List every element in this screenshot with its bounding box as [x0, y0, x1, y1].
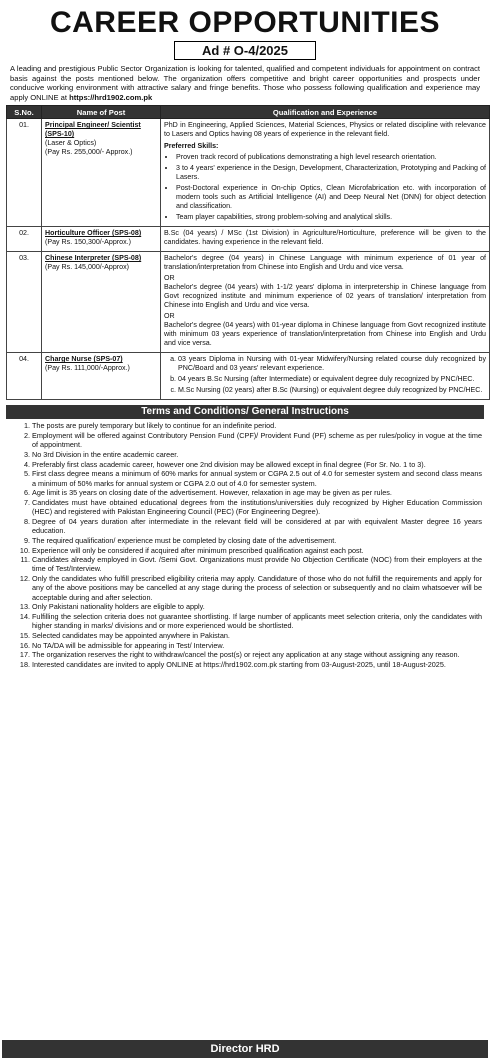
row-post-cell	[42, 119, 161, 227]
list-item: 2. Employment will be offered against Contributory Pension Fund (CPF)/ Provident Fund (PF) scheme as per rules/policy in vogue at the time of appointment.	[32, 431, 482, 449]
table-row	[7, 227, 490, 252]
row-post-cell	[42, 252, 161, 353]
list-item: c. M.Sc Nursing (02 years) after B.Sc (Nursing) or equivalent degree duly recognized by PNC/HEC.	[178, 386, 486, 395]
list-item: 7. Candidates must have obtained educational degrees from the institutions/universities duly recognized by Higher Education Commission (HEC) and registered with Pakistan Engineering Council (PEC) (For Engineering Degree).	[32, 498, 482, 516]
post-title: Horticulture Officer (SPS-08)	[45, 229, 142, 238]
intro-paragraph	[10, 64, 480, 102]
list-item: 12. Only the candidates who fulfill prescribed eligibility criteria may apply. Candidature of those who do not fulfill the requirements and apply for any of the above positions may be cancelled at any stage during the process of selection or subsequently and no claim whatsoever will be acceptable during and after selection.	[32, 574, 482, 602]
qualification-option: Bachelor's degree (04 years) with 1-1/2 years' diploma in interpretership in Chinese language from Govt recognized institute and minimum experience of 02 years of translation/ interpretation from Chinese into English and Urdu and vice versa.	[164, 283, 486, 310]
list-item: 4. Preferably first class academic career, however one 2nd division may be allowed except in final degree (For Sr. No. 1 to 3).	[32, 460, 482, 469]
table-header-row	[7, 106, 490, 119]
post-pay: (Pay Rs. 255,000/- Approx.)	[45, 148, 133, 157]
or-separator: OR	[164, 274, 175, 283]
list-item: 9. The required qualification/ experience must be completed by closing date of the advertisement.	[32, 536, 482, 545]
list-item: • Proven track record of publications demonstrating a high level research orientation.	[176, 153, 486, 162]
list-item: • Team player capabilities, strong problem-solving and analytical skills.	[176, 213, 486, 222]
row-qualification-cell	[161, 119, 490, 227]
nursing-options-list	[164, 355, 486, 395]
list-item: 1. The posts are purely temporary but likely to continue for an indefinite period.	[32, 421, 482, 430]
row-sno: 04.	[7, 353, 42, 400]
page-title: CAREER OPPORTUNITIES	[49, 6, 441, 39]
list-item: 14. Fulfilling the selection criteria does not guarantee shortlisting. If large number of applicants meet selection criteria, only the candidates with higher standing in marks/ divisions and or more experienced would be shortlisted.	[32, 612, 482, 630]
qualification-option: Bachelor's degree (04 years) with 01-year diploma in Chinese language from Govt recognized institute with minimum 03 years experience of translation/interpretation from Chinese into English and Urdu and vice versa.	[164, 321, 486, 348]
post-pay: (Pay Rs. 145,000/-Approx)	[45, 263, 129, 272]
row-sno: 03.	[7, 252, 42, 353]
list-item: 6. Age limit is 35 years on closing date of the advertisement. However, relaxation in age may be given as per rules.	[32, 488, 482, 497]
post-pay: (Pay Rs. 111,000/-Approx.)	[45, 364, 130, 373]
post-title: Chinese Interpreter (SPS-08)	[45, 254, 142, 263]
header-post-name: Name of Post	[42, 106, 161, 119]
post-detail: (Laser & Optics)	[45, 139, 97, 148]
list-item: • Post-Doctoral experience in On-chip Optics, Clean Microfabrication etc. with incorporation of modern tools such as Artificial Intelligence (AI) and Deep Neural Net (DNN) for object detection and classification.	[176, 184, 486, 211]
row-post-cell	[42, 227, 161, 252]
intro-text: A leading and prestigious Public Sector Organization is looking for talented, qualified and competent individuals for appointment on contract basis against the posts mentioned below. The organization offers competitive and bright career opportunities and prospects under conducive working environment with attractive salary and fringe benefits. Those who possess following qualification and experience may apply ONLINE at	[10, 64, 480, 102]
row-post-cell	[42, 353, 161, 400]
list-item: 5. First class degree means a minimum of 60% marks for annual system or CGPA 2.5 out of 4.0 for semester system and second class means a minimum of 50% marks for annual system or CGPA 2.0 out of 4.0 for semester system.	[32, 469, 482, 487]
row-qualification-cell	[161, 353, 490, 400]
skills-list	[164, 153, 486, 222]
qualification-option: Bachelor's degree (04 years) in Chinese Language with minimum experience of 01 year of translation/interpretation from Chinese into English and Urdu and vice versa.	[164, 254, 486, 272]
terms-heading: Terms and Conditions/ General Instructions	[6, 405, 484, 419]
list-item: 8. Degree of 04 years duration after intermediate in the relevant field will be considered at par with equivalent Master degree 16 years education.	[32, 517, 482, 535]
list-item: a. 03 years Diploma in Nursing with 01-year Midwifery/Nursing related course duly recognized by PNC/Board and 03 years' relevant experience.	[178, 355, 486, 373]
row-qualification-cell	[161, 227, 490, 252]
list-item: 10. Experience will only be considered if acquired after minimum prescribed qualification against each post.	[32, 546, 482, 555]
post-title: Principal Engineer/ Scientist (SPS-10)	[45, 121, 141, 139]
row-sno: 01.	[7, 119, 42, 227]
qualification-text: B.Sc (04 years) / MSc (1st Division) in Agriculture/Horticulture, preference will be given to the candidates. having experience in the relevant field.	[164, 229, 486, 247]
list-item: 17. The organization reserves the right to withdraw/cancel the post(s) or reject any application at any stage without assigning any reason.	[32, 650, 482, 659]
terms-list	[8, 421, 482, 669]
signature-bar: Director HRD	[2, 1040, 488, 1058]
qualification-text: PhD in Engineering, Applied Sciences, Material Sciences, Physics or related discipline with relevance to Lasers and Optics having 08 years of experience in the relevant field.	[164, 121, 486, 139]
table-row	[7, 119, 490, 227]
header-qualification: Qualification and Experience	[161, 106, 490, 119]
list-item: 13. Only Pakistani nationality holders are eligible to apply.	[32, 602, 482, 611]
or-separator: OR	[164, 312, 175, 321]
list-item: 15. Selected candidates may be appointed anywhere in Pakistan.	[32, 631, 482, 640]
apply-link[interactable]: https://hrd1902.com.pk	[69, 92, 153, 102]
preferred-skills-label: Preferred Skills:	[164, 142, 219, 151]
posts-table	[6, 105, 490, 400]
header-sno: S.No.	[7, 106, 42, 119]
list-item: 3. No 3rd Division in the entire academic career.	[32, 450, 482, 459]
list-item: b. 04 years B.Sc Nursing (after Intermediate) or equivalent degree duly recognized by PNC/HEC.	[178, 375, 486, 384]
row-qualification-cell	[161, 252, 490, 353]
table-row	[7, 252, 490, 353]
list-item: 18. Interested candidates are invited to apply ONLINE at https://hrd1902.com.pk starting from 03-August-2025, until 18-August-2025.	[32, 660, 482, 669]
list-item: • 3 to 4 years' experience in the Design, Development, Characterization, Prototyping and Packing of Lasers.	[176, 164, 486, 182]
table-row	[7, 353, 490, 400]
post-pay: (Pay Rs. 150,300/-Approx.)	[45, 238, 131, 247]
post-title: Charge Nurse (SPS-07)	[45, 355, 123, 364]
list-item: 16. No TA/DA will be admissible for appearing in Test/ Interview.	[32, 641, 482, 650]
list-item: 11. Candidates already employed in Govt. /Semi Govt. Organizations must provide No Objection Certificate (NOC) from their employers at the time of Test/Interview.	[32, 555, 482, 573]
row-sno: 02.	[7, 227, 42, 252]
ad-number-badge: Ad # O-4/2025	[174, 41, 316, 60]
